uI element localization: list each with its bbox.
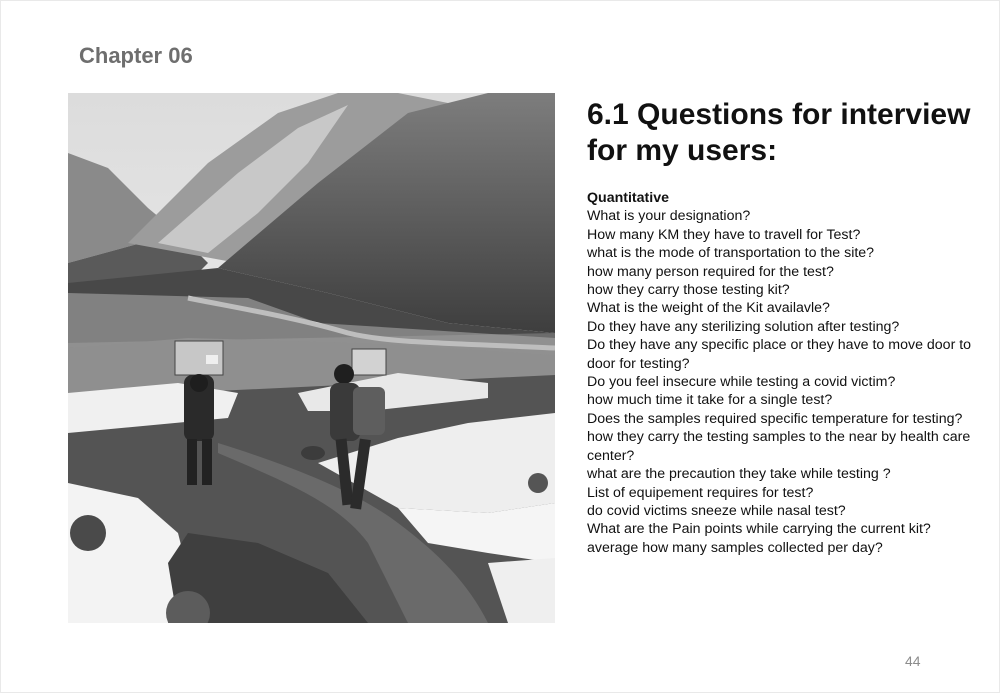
question-item: What are the Pain points while carrying the current kit? [587, 521, 931, 538]
question-item: what is the mode of transportation to the site? [587, 245, 875, 262]
chapter-label: Chapter 06 [79, 43, 193, 68]
question-item: What is the weight of the Kit availavle? [587, 300, 830, 317]
question-item: how they carry those testing kit? [587, 282, 790, 299]
question-item: List of equipement requires for test? [587, 484, 814, 501]
question-list [587, 189, 987, 557]
question-item: do covid victims sneeze while nasal test? [587, 502, 846, 519]
section-heading: Quantitative [587, 190, 669, 206]
page [1, 1, 999, 692]
question-item: Does the samples required specific temperature for testing? [587, 410, 963, 427]
question-item: Do they have any specific place or they have to move door to door for testing? [587, 337, 972, 372]
question-item: how much time it take for a single test? [587, 392, 833, 409]
question-item: average how many samples collected per day? [587, 539, 883, 556]
question-item: what are the precaution they take while testing ? [587, 466, 891, 483]
question-item: How many KM they have to travell for Test? [587, 226, 861, 243]
page-number: 44 [905, 653, 921, 669]
question-item: Do they have any sterilizing solution after testing? [587, 318, 900, 335]
mountain-valley-photo [68, 93, 555, 623]
question-item: Do you feel insecure while testing a covid victim? [587, 374, 896, 391]
page-title: 6.1 Questions for interview for my users: [587, 98, 971, 167]
question-item: how they carry the testing samples to the near by health care center? [587, 429, 971, 464]
question-item: how many person required for the test? [587, 263, 834, 280]
question-item: What is your designation? [587, 208, 751, 225]
